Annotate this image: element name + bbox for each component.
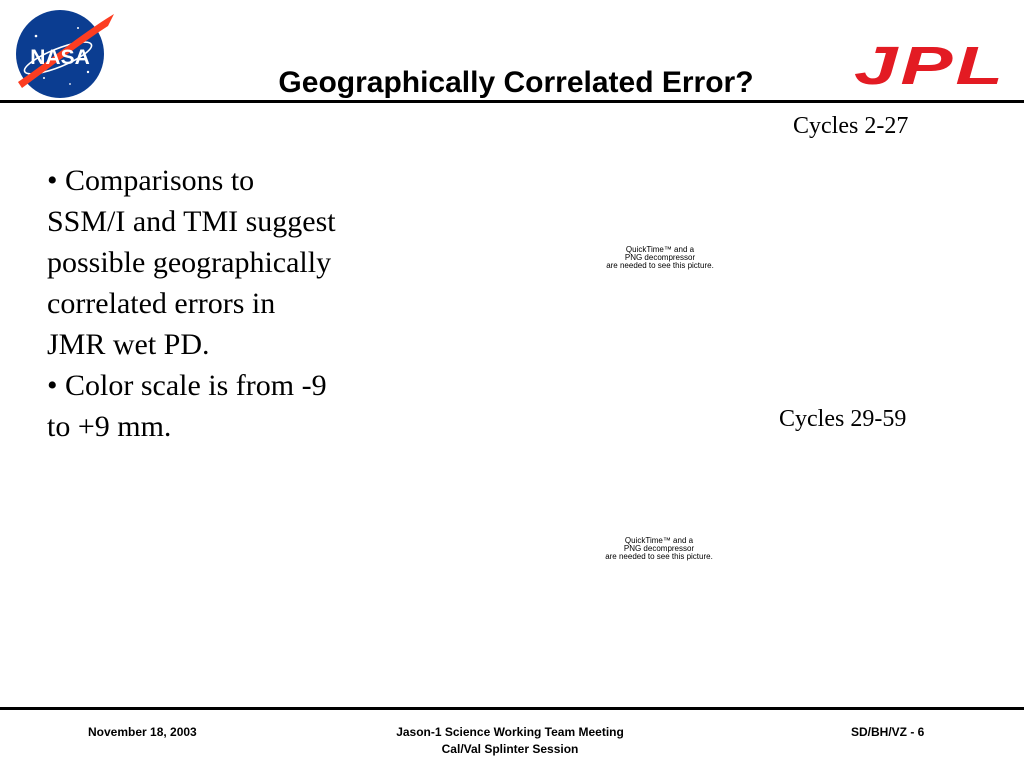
placeholder-line: QuickTime™ and a xyxy=(625,245,695,254)
bullet-list xyxy=(47,160,337,447)
footer-date: November 18, 2003 xyxy=(88,725,197,739)
placeholder-line: PNG decompressor xyxy=(623,544,695,553)
footer-session: Cal/Val Splinter Session xyxy=(441,742,579,756)
missing-picture-placeholder xyxy=(579,537,739,561)
placeholder-line: are needed to see this picture. xyxy=(606,261,714,270)
slide-title: Geographically Correlated Error? xyxy=(278,66,754,99)
footer-meeting xyxy=(330,724,690,758)
footer-divider xyxy=(0,707,1024,710)
footer-page-number: SD/BH/VZ - 6 xyxy=(851,725,925,739)
footer-meeting-title: Jason-1 Science Working Team Meeting xyxy=(396,725,624,739)
missing-picture-placeholder xyxy=(580,246,740,270)
bullet-item: • Comparisons to SSM/I and TMI suggest possible geographically correlated errors in JMR wet PD. xyxy=(47,164,336,361)
bullet-item: • Color scale is from -9 to +9 mm. xyxy=(47,369,327,443)
figure-caption-cycles-29-59: Cycles 29-59 xyxy=(779,406,907,432)
placeholder-line: are needed to see this picture. xyxy=(605,552,713,561)
placeholder-line: PNG decompressor xyxy=(624,253,696,262)
jpl-logo-text: JPL xyxy=(854,40,1006,90)
figure-caption-cycles-2-27: Cycles 2-27 xyxy=(793,113,909,139)
title-divider xyxy=(0,100,1024,103)
nasa-logo-text: NASA xyxy=(30,46,90,69)
placeholder-line: QuickTime™ and a xyxy=(624,536,694,545)
